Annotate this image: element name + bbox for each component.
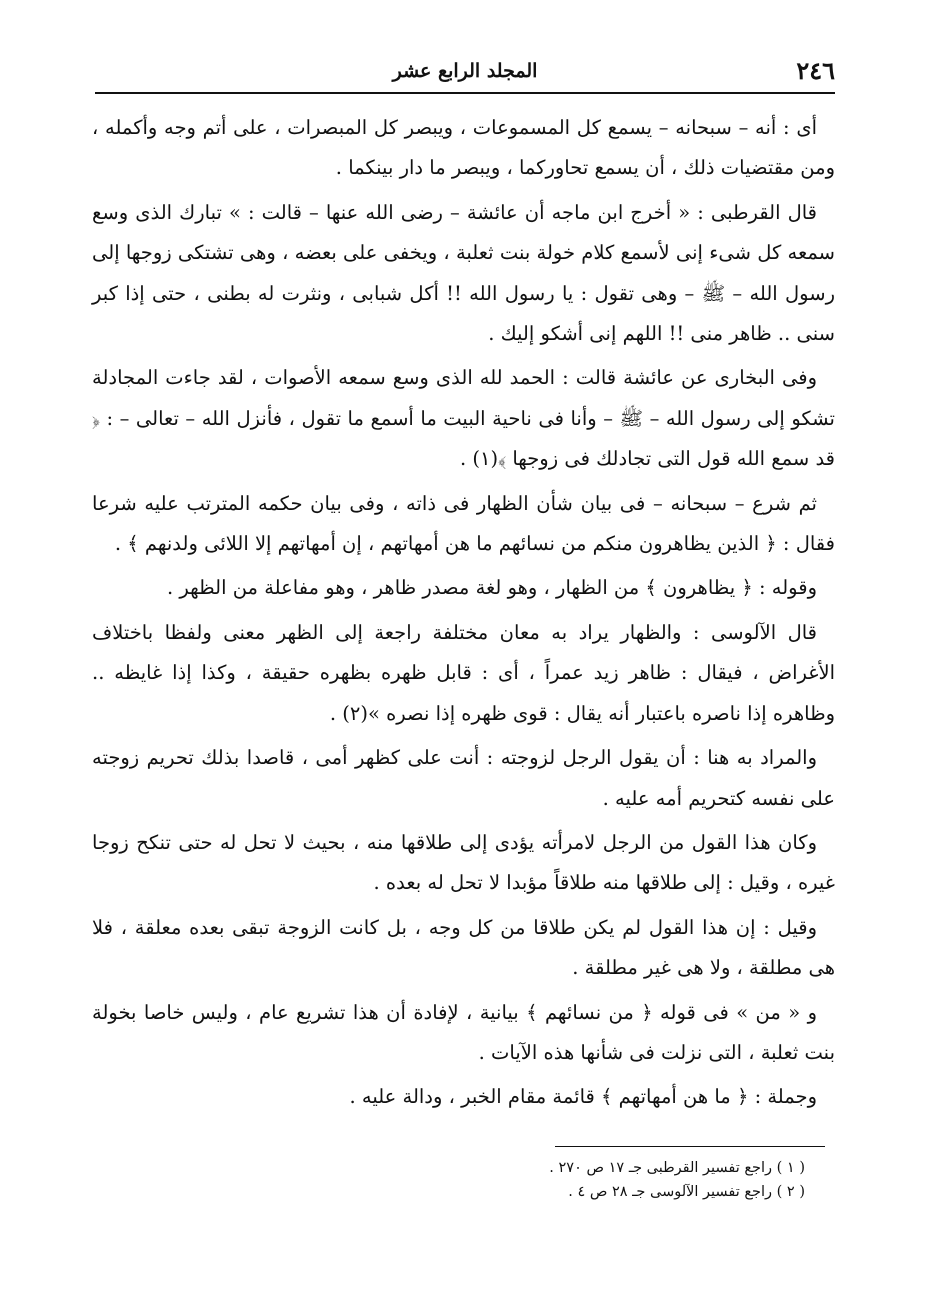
paragraph: وقوله : ﴿ يظاهرون ﴾ من الظهار ، وهو لغة مصدر ظاهر ، وهو مفاعلة من الظهر . [167, 576, 817, 600]
paragraph: وفى البخارى عن عائشة قالت : الحمد لله الذى وسع سمعه الأصوات ، لقد جاءت المجادلة تشكو إلى رسول الله – ﷺ – وأنا فى ناحية البيت ما أسمع ما تقول ، فأنزل الله – تعالى – : ﴿ قد سمع الله قول التى تجادلك فى زوجها ﴾(١) . [92, 366, 835, 471]
paragraph: والمراد به هنا : أن يقول الرجل لزوجته : أنت على كظهر أمى ، قاصدا بذلك تحريم زوجته على نفسه كتحريم أمه عليه . [92, 746, 835, 810]
paragraph: و « من » فى قوله ﴿ من نسائهم ﴾ بيانية ، لإفادة أن هذا تشريع عام ، وليس خاصا بخولة بنت ثعلبة ، التى نزلت فى شأنها هذه الآيات . [92, 1000, 835, 1064]
footnote-rule [555, 1146, 825, 1147]
paragraph: وقيل : إن هذا القول لم يكن طلاقا من كل وجه ، بل كانت الزوجة تبقى بعده معلقة ، فلا هى مطلقة ، ولا هى غير مطلقة . [92, 915, 835, 980]
header-rule [95, 92, 835, 94]
body-text [92, 108, 835, 1122]
footnote: ( ٢ ) راجع تفسير الآلوسى جـ ٢٨ ص ٤ . [568, 1184, 805, 1200]
paragraph: ثم شرع – سبحانه – فى بيان شأن الظهار فى ذاته ، وفى بيان حكمه المترتب عليه شرعا فقال : ﴿ الذين يظاهرون منكم من نسائهم ما هن أمهاتهم ، إن أمهاتهم إلا اللائى ولدنهم ﴾ . [92, 491, 835, 556]
paragraph: وجملة : ﴿ ما هن أمهاتهم ﴾ قائمة مقام الخبر ، ودالة عليه . [349, 1085, 817, 1109]
paragraph: قال القرطبى : « أخرج ابن ماجه أن عائشة – رضى الله عنها – قالت : » تبارك الذى وسع سمعه كل شىء إنى لأسمع كلام خولة بنت ثعلبة ، ويخفى على بعضه ، وهى تشتكى زوجها إلى رسول الله – ﷺ – وهى تقول : يا رسول الله !! أكل شبابى ، ونثرت له بطنى ، حتى إذا كبر سنى .. ظاهر منى !! اللهم إنى أشكو إليك . [92, 200, 835, 346]
paragraph: وكان هذا القول من الرجل لامرأته يؤدى إلى طلاقها منه ، بحيث لا تحل له حتى تنكح زوجا غيره ، وقيل : إلى طلاقها منه طلاقاً مؤبدا لا تحل له بعده . [92, 830, 835, 895]
running-title: المجلد الرابع عشر [392, 60, 538, 82]
paragraph: أى : أنه – سبحانه – يسمع كل المسموعات ، ويبصر كل المبصرات ، على أتم وجه وأكمله ، ومن مقتضيات ذلك ، أن يسمع تحاوركما ، ويبصر ما دار بينكما . [92, 116, 835, 180]
footnote: ( ١ ) راجع تفسير القرطبى جـ ١٧ ص ٢٧٠ . [549, 1160, 805, 1176]
footnotes [320, 1156, 805, 1204]
paragraph: قال الآلوسى : والظهار يراد به معان مختلفة راجعة إلى الظهر معنى ولفظا باختلاف الأغراض ، فيقال : ظاهر زيد عمراً ، أى : قابل ظهره بظهره حقيقة ، وكذا إذا غايظه .. وظاهره إذا ناصره باعتبار أنه يقال : قوى ظهره إذا نصره »(٢) . [92, 620, 835, 725]
page-number: ٢٤٦ [796, 56, 835, 85]
page-header [95, 52, 835, 88]
